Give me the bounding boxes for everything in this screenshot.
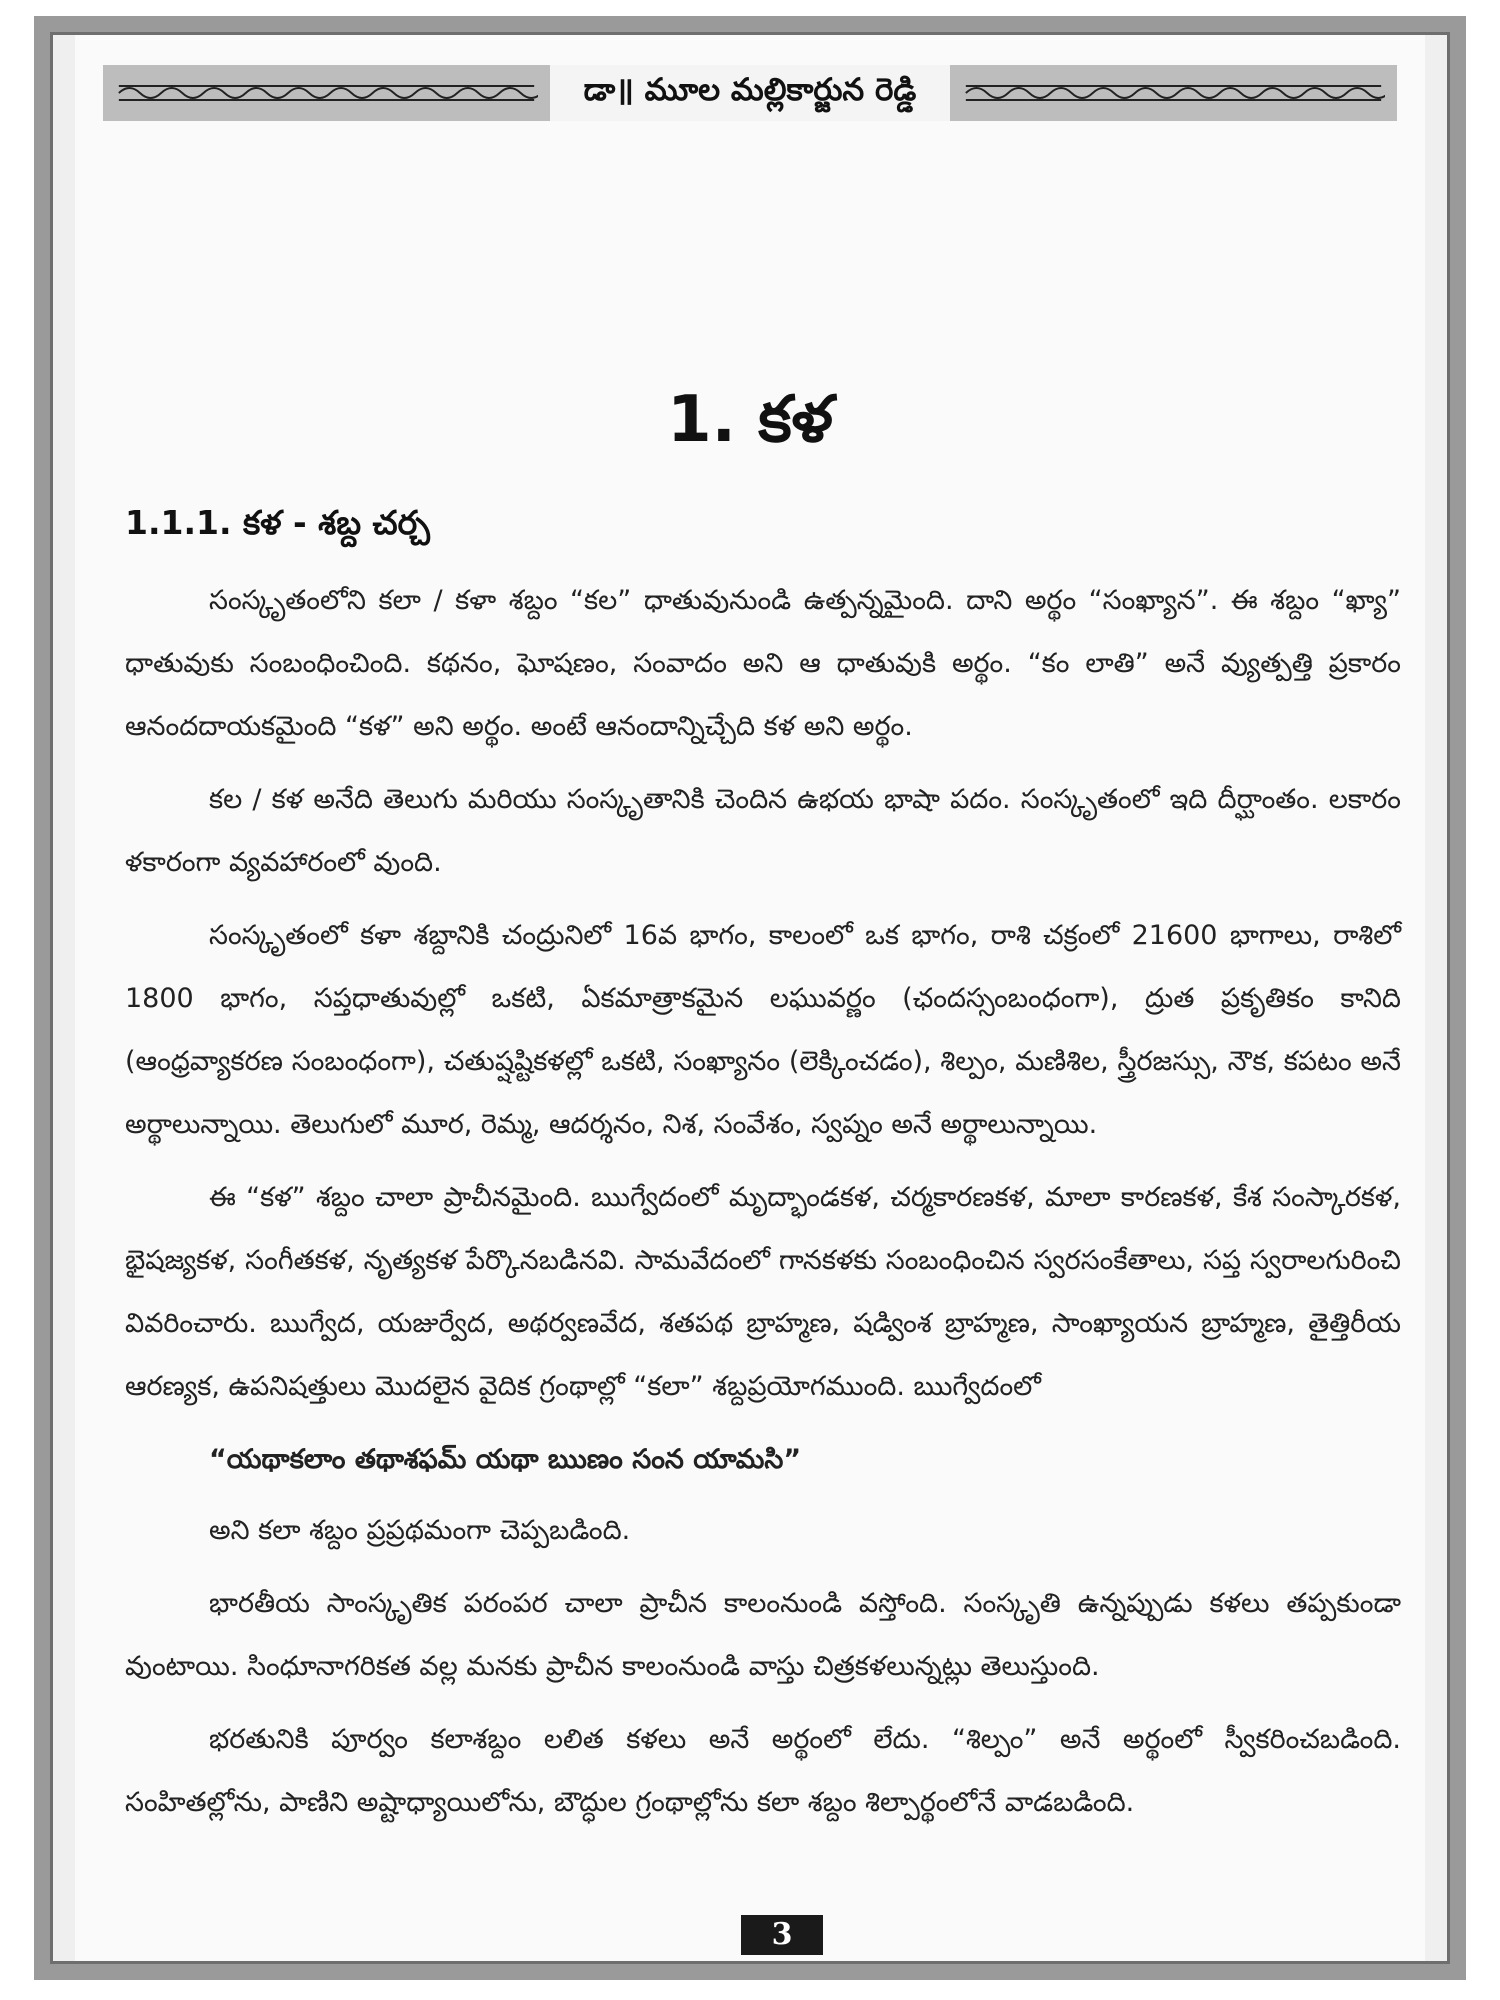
- paragraph: అని కలా శబ్దం ప్రప్రథమంగా చెప్పబడింది.: [209, 1515, 631, 1546]
- section-heading: 1.1.1. కళ - శబ్ద చర్చ: [125, 503, 430, 542]
- page-body: [75, 35, 1425, 1961]
- paragraph: సంస్కృతంలోని కలా / కళా శబ్దం “కల” ధాతువునుండి ఉత్పన్నమైంది. దాని అర్థం “సంఖ్యాన”. ఈ శబ్దం “ఖ్యా” ధాతువుకు సంబంధించింది. కథనం, ఘోషణం, సంవాదం అని ఆ ధాతువుకి అర్థం. “కం లాతి” అనే వ్యుత్పత్తి ప్రకారం ఆనందదాయకమైంది “కళ” అని అర్థం. అంటే ఆనందాన్నిచ్చేది కళ అని అర్థం.: [125, 585, 1401, 742]
- right-header-ornament: [950, 65, 1397, 121]
- paragraph: భరతునికి పూర్వం కలాశబ్దం లలిత కళలు అనే అర్థంలో లేదు. “శిల్పం” అనే అర్థంలో స్వీకరించబడింది. సంహితల్లోను, పాణిని అష్టాధ్యాయిలోను, బౌద్ధుల గ్రంథాల్లోను కలా శబ్దం శిల్పార్థంలోనే వాడబడింది.: [125, 1724, 1401, 1818]
- page-border: [50, 32, 1450, 1964]
- paragraph: కల / కళ అనేది తెలుగు మరియు సంస్కృతానికి చెందిన ఉభయ భాషా పదం. సంస్కృతంలో ఇది దీర్ఘాంతం. లకారం ళకారంగా వ్యవహారంలో వుంది.: [125, 784, 1401, 878]
- book-page-frame: [34, 16, 1466, 1980]
- body-text: [125, 569, 1401, 1844]
- paragraph: ఈ “కళ” శబ్దం చాలా ప్రాచీనమైంది. ఋగ్వేదంలో మృద్భాండకళ, చర్మకారణకళ, మాలా కారణకళ, కేశ సంస్కారకళ, భైషజ్యకళ, సంగీతకళ, నృత్యకళ పేర్కొనబడినవి. సామవేదంలో గానకళకు సంబంధించిన స్వరసంకేతాలు, సప్త స్వరాలగురించి వివరించారు. ఋగ్వేద, యజుర్వేద, అథర్వణవేద, శతపథ బ్రాహ్మణ, షడ్వింశ బ్రాహ్మణ, సాంఖ్యాయన బ్రాహ్మణ, తైత్తిరీయ ఆరణ్యక, ఉపనిషత్తులు మొదలైన వైదిక గ్రంథాల్లో “కలా” శబ్దప్రయోగముంది. ఋగ్వేదంలో: [125, 1182, 1401, 1402]
- page-number: 3: [741, 1915, 823, 1955]
- left-header-ornament: [103, 65, 550, 121]
- paragraph: సంస్కృతంలో కళా శబ్దానికి చంద్రునిలో 16వ భాగం, కాలంలో ఒక భాగం, రాశి చక్రంలో 21600 భాగాలు, రాశిలో 1800 భాగం, సప్తధాతువుల్లో ఒకటి, ఏకమాత్రాకమైన లఘువర్ణం (ఛందస్సంబంధంగా), ద్రుత ప్రకృతికం కానిది (ఆంధ్రవ్యాకరణ సంబంధంగా), చతుష్షష్టికళల్లో ఒకటి, సంఖ్యానం (లెక్కించడం), శిల్పం, మణిశిల, స్త్రీరజస్సు, నౌక, కపటం అనే అర్థాలున్నాయి. తెలుగులో మూర, రెమ్మ, ఆదర్శనం, నిశ, సంవేశం, స్వప్నం అనే అర్థాలున్నాయి.: [125, 920, 1401, 1140]
- vedic-quote: “యథాకలాం తథాశఫమ్ యథా ఋణం సంన యామసి”: [209, 1444, 802, 1475]
- running-header: [103, 65, 1397, 121]
- chapter-title: 1. కళ: [667, 383, 833, 457]
- running-header-author: డా॥ మూల మల్లికార్జున రెడ్డి: [550, 65, 950, 121]
- paragraph: భారతీయ సాంస్కృతిక పరంపర చాలా ప్రాచీన కాలంనుండి వస్తోంది. సంస్కృతి ఉన్నప్పుడు కళలు తప్పకుండా వుంటాయి. సింధూనాగరికత వల్ల మనకు ప్రాచీన కాలంనుండి వాస్తు చిత్రకళలున్నట్లు తెలుస్తుంది.: [125, 1588, 1401, 1682]
